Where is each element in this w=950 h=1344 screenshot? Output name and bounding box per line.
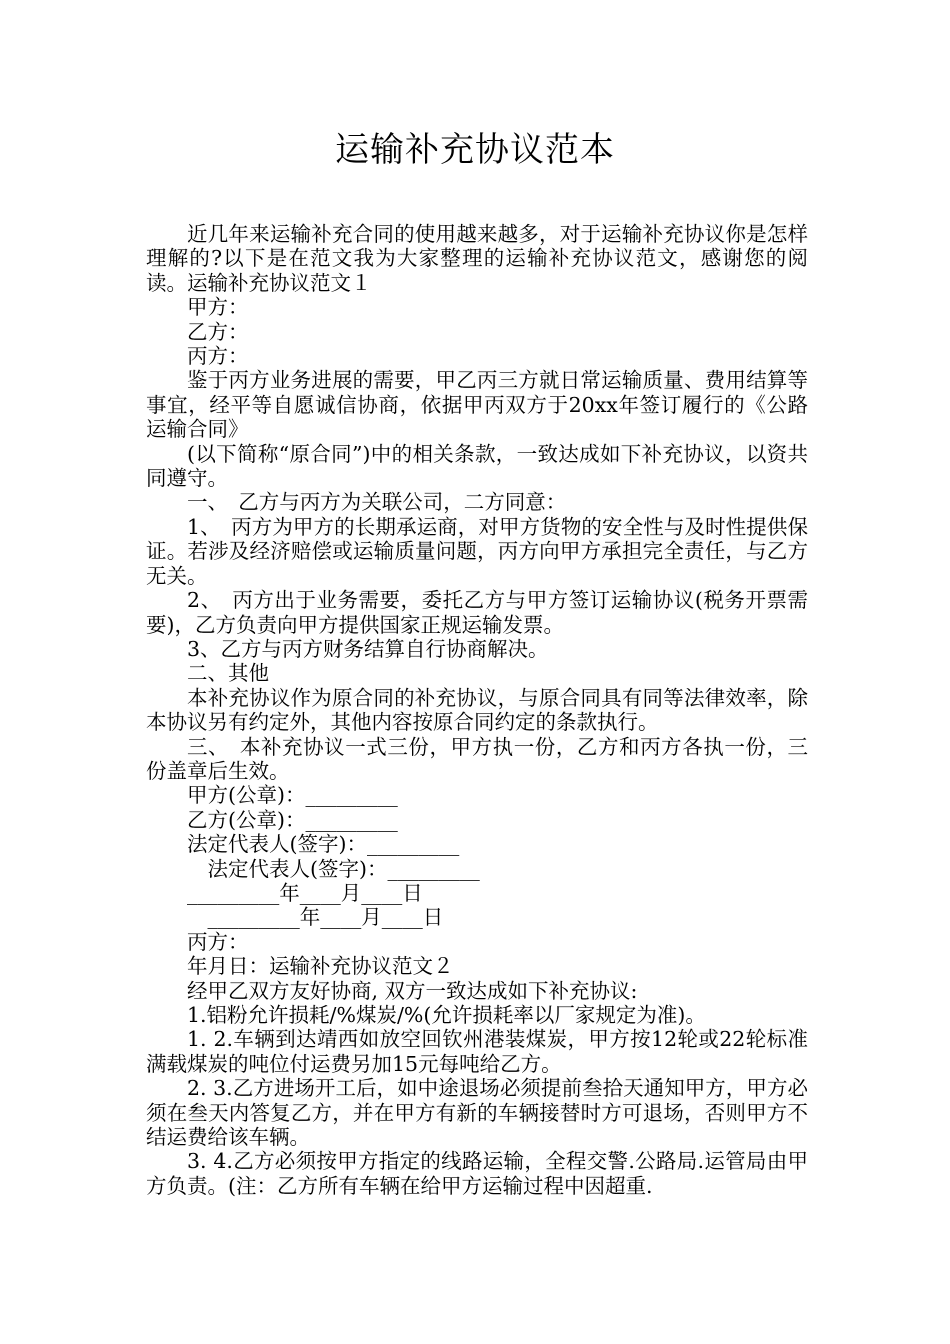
date-line: _________年____月____日	[187, 880, 423, 905]
sample-two-heading: 年月日：运输补充协议范文２	[187, 954, 454, 979]
section-two-heading: 二、其他	[187, 661, 269, 686]
sample-two-item-3: 2. 3.乙方进场开工后，如中途退场必须提前叁拾天通知甲方，甲方必须在叁天内答复乙方，并在甲方有新的车辆接替时方可退场，否则甲方不结运费给该车辆。	[146, 1076, 808, 1150]
sample-two-item-2: 1. 2.车辆到达靖西如放空回钦州港装煤炭，甲方按12轮或22轮标准满载煤炭的吨位付运费另加15元每吨给乙方。	[146, 1027, 808, 1076]
clause-3: 3、乙方与丙方财务结算自行协商解决。	[187, 636, 549, 661]
legal-rep-signature-line-2: 法定代表人(签字)：_________	[207, 856, 480, 881]
party-a-seal-line: 甲方(公章)：_________	[187, 783, 398, 808]
recital-continuation: (以下简称“原合同”)中的相关条款，一致达成如下补充协议，以资共同遵守。	[146, 441, 808, 491]
sample-two-item-1: 1.铝粉允许损耗/%煤炭/%(允许损耗率以厂家规定为准)。	[187, 1003, 706, 1027]
section-one-heading: 一、 乙方与丙方为关联公司，二方同意：	[187, 490, 567, 515]
document-title: 运输补充协议范本	[335, 130, 615, 170]
clause-1: 1、 丙方为甲方的长期承运商，对甲方货物的安全性与及时性提供保证。若涉及经济赔偿或运输质量问题，丙方向甲方承担完全责任，与乙方无关。	[146, 514, 808, 588]
party-b-line: 乙方：	[187, 319, 249, 344]
party-c-sign-line: 丙方：	[187, 929, 249, 954]
document-body	[146, 222, 808, 1198]
legal-rep-signature-line: 法定代表人(签字)：_________	[187, 832, 460, 857]
section-three: 三、 本补充协议一式三份，甲方执一份，乙方和丙方各执一份，三份盖章后生效。	[146, 734, 808, 783]
section-two-body: 本补充协议作为原合同的补充协议，与原合同具有同等法律效率，除本协议另有约定外，其他内容按原合同约定的条款执行。	[146, 685, 808, 735]
party-b-seal-line: 乙方(公章)：_________	[187, 807, 398, 832]
party-a-line: 甲方：	[187, 295, 249, 320]
intro-paragraph: 近几年来运输补充合同的使用越来越多，对于运输补充协议你是怎样理解的?以下是在范文我为大家整理的运输补充协议范文，感谢您的阅读。运输补充协议范文１	[146, 222, 808, 295]
sample-two-item-4: 3. 4.乙方必须按甲方指定的线路运输，全程交警.公路局.运管局由甲方负责。(注：乙方所有车辆在给甲方运输过程中因超重.	[146, 1149, 808, 1198]
recital-paragraph: 鉴于丙方业务进展的需要，甲乙丙三方就日常运输质量、费用结算等事宜，经平等自愿诚信协商，依据甲丙双方于20xx年签订履行的《公路运输合同》	[146, 368, 808, 442]
clause-2: 2、 丙方出于业务需要，委托乙方与甲方签订运输协议(税务开票需要)，乙方负责向甲方提供国家正规运输发票。	[146, 588, 808, 637]
date-line-2: _________年____月____日	[207, 905, 444, 930]
party-c-line: 丙方：	[187, 344, 249, 369]
sample-two-intro: 经甲乙双方友好协商, 双方一致达成如下补充协议:	[187, 978, 638, 1003]
